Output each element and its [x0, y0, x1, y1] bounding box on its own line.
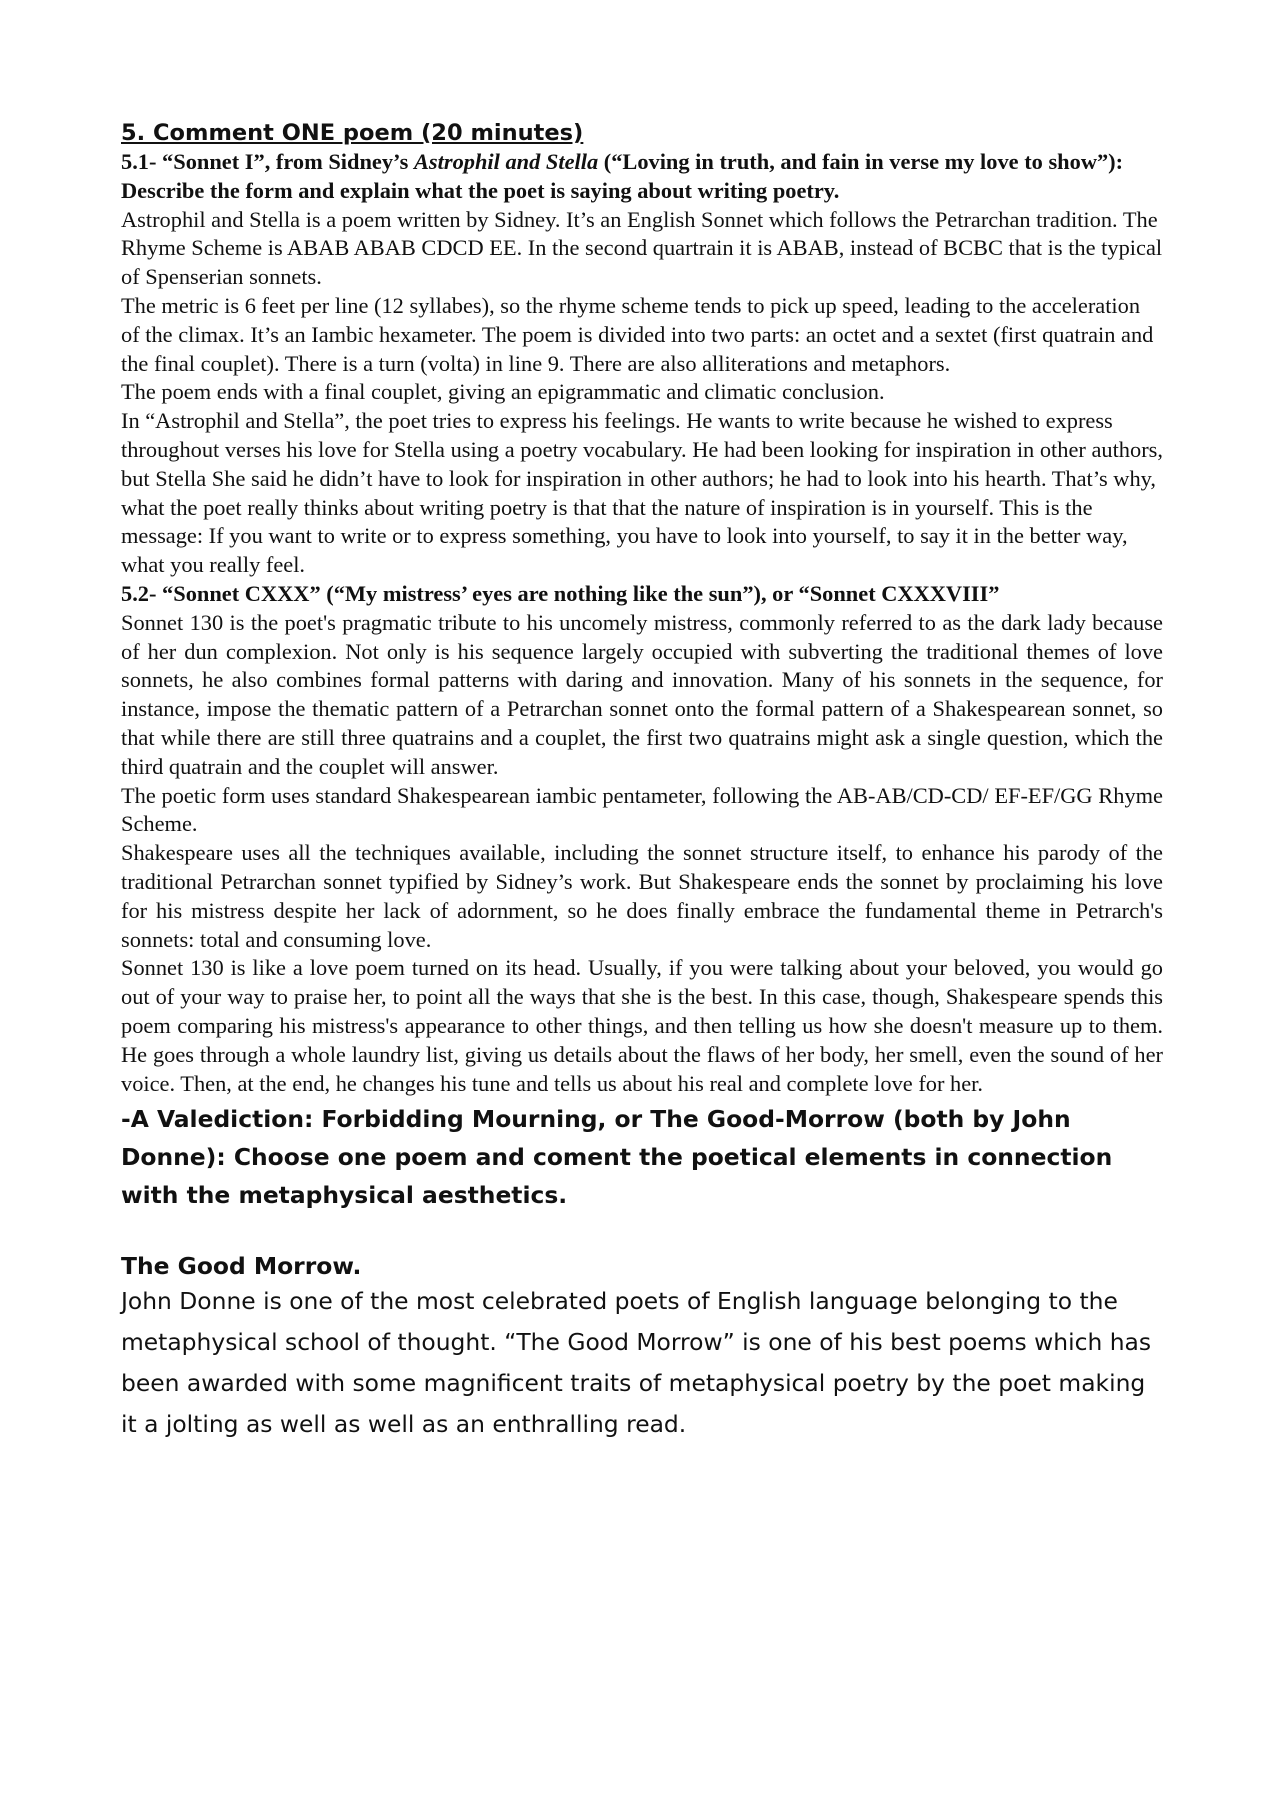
question-5-2-prompt: 5.2- “Sonnet CXXX” (“My mistress’ eyes are nothing like the sun”), or “Sonnet CXXXVIII” — [121, 580, 1000, 606]
section-heading: 5. Comment ONE poem (20 minutes) — [121, 120, 584, 146]
answer-5-2-paragraph: Sonnet 130 is the poet's pragmatic tribute to his uncomely mistress, commonly referred to as the dark lady because of her dun complexion. Not only is his sequence largely occupied with subverting the traditional themes of love sonnets, he also combines formal patterns with daring and innovation. Many of his sonnets in the sequence, for instance, impose the thematic pattern of a Petrarchan sonnet onto the formal pattern of a Shakespearean sonnet, so that while there are still three quatrains and a couplet, the first two quatrains might ask a single question, which the third quatrain and the couplet will answer. — [121, 609, 1163, 779]
question-5-1-prompt — [121, 148, 1163, 206]
question-5-1-title: Astrophil and Stella — [413, 149, 599, 174]
answer-5-2 — [121, 609, 1163, 1099]
good-morrow-body: John Donne is one of the most celebrated poets of English language belonging to the metaphysical school of thought. “The Good Morrow” is one of his best poems which has been awarded with some magnificent traits of metaphysical poetry by the poet making it a jolting as well as well as an enthralling read. — [121, 1286, 1152, 1438]
answer-5-1-paragraph: In “Astrophil and Stella”, the poet tries to express his feelings. He wants to write because he wished to express throughout verses his love for Stella using a poetry vocabulary. He had been looking for inspiration in other authors, but Stella She said he didn’t have to look for inspiration in other authors; he had to look into his hearth. That’s why, what the poet really thinks about writing poetry is that that the nature of inspiration is in yourself. This is the message: If you want to write or to express something, you have to look into yourself, to say it in the better way, what you really feel. — [121, 408, 1163, 578]
donne-question-prompt: -A Valediction: Forbidding Mourning, or The Good-Morrow (both by John Donne): Choose one poem and coment the poetical elements in connection with the metaphysical aesthetics. — [121, 1105, 1113, 1209]
answer-5-2-paragraph: The poetic form uses standard Shakespearean iambic pentameter, following the AB-AB/CD-CD/ EF-EF/GG Rhyme Scheme. — [121, 782, 1163, 837]
document-page — [121, 118, 1163, 1445]
answer-5-1-paragraph: Astrophil and Stella is a poem written by Sidney. It’s an English Sonnet which follows the Petrarchan tradition. The Rhyme Scheme is ABAB ABAB CDCD EE. In the second quartrain it is ABAB, instead of BCBC that is the typical of Spenserian sonnets. — [121, 206, 1163, 290]
answer-5-2-paragraph: Shakespeare uses all the techniques available, including the sonnet structure itself, to enhance his parody of the traditional Petrarchan sonnet typified by Sidney’s work. But Shakespeare ends the sonnet by proclaiming his love for his mistress despite her lack of adornment, so he does finally embrace the fundamental theme in Petrarch's sonnets: total and consuming love. — [121, 840, 1163, 952]
answer-5-2-paragraph: Sonnet 130 is like a love poem turned on its head. Usually, if you were talking about your beloved, you would go out of your way to praise her, to point all the ways that she is the best. In this case, though, Shakespeare spends this poem comparing his mistress's appearance to other things, and then telling us how she doesn't measure up to them. He goes through a whole laundry list, giving us details about the flaws of her body, her smell, even the sound of her voice. Then, at the end, he changes his tune and tells us about his real and complete love for her. — [121, 955, 1163, 1096]
question-5-1-suffix: (“Loving in truth, and fain in verse my love to show”): Describe the form and explain what the poet is saying about writing poetry. — [121, 149, 1124, 203]
blank-line — [121, 1215, 1163, 1252]
good-morrow-title: The Good Morrow. — [121, 1251, 362, 1280]
answer-5-1-paragraph: The poem ends with a final couplet, giving an epigrammatic and climatic conclusion. — [121, 379, 885, 405]
answer-5-1 — [121, 206, 1163, 580]
question-5-1-prefix: 5.1- “Sonnet I”, from Sidney’s — [121, 149, 414, 174]
answer-5-1-paragraph: The metric is 6 feet per line (12 syllabes), so the rhyme scheme tends to pick up speed, leading to the acceleration of the climax. It’s an Iambic hexameter. The poem is divided into two parts: an octet and a sextet (first quatrain and the final couplet). There is a turn (volta) in line 9. There are also alliterations and metaphors. — [121, 292, 1154, 376]
